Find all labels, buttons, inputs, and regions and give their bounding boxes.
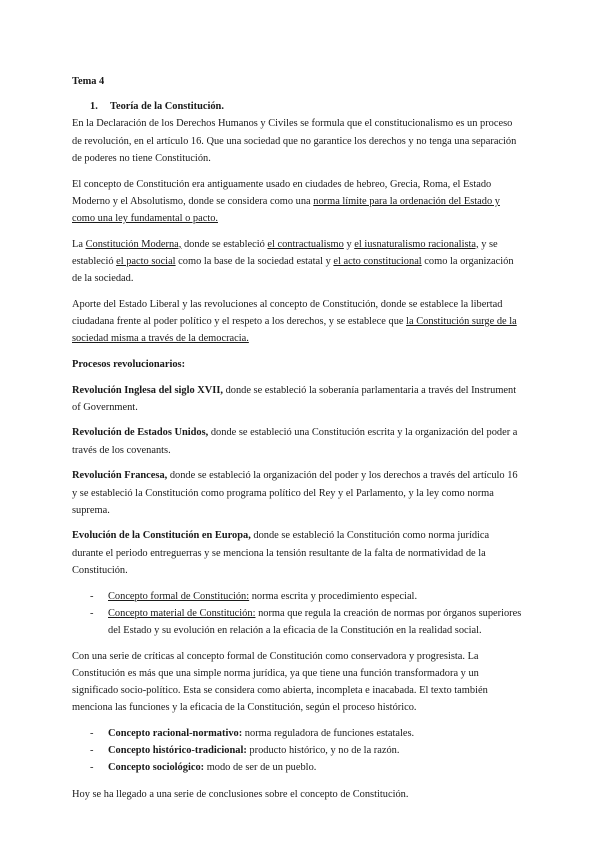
list-conceptos-tipos [72, 725, 522, 777]
list-item: - Concepto formal de Constitución: norma escrita y procedimiento especial. [72, 588, 522, 605]
list-item: - Concepto material de Constitución: norma que regula la creación de normas por órganos superiores del Estado y su evolución en relación a la eficacia de la Constitución en la realidad social. [72, 605, 522, 639]
underlined-norma-limite: norma límite para la ordenación del Estado y como una ley fundamental o pacto. [72, 195, 500, 224]
paragraph-revolucion-inglesa: Revolución Inglesa del siglo XVII, donde se estableció la soberanía parlamentaria a través del Instrument of Government. [72, 384, 517, 413]
paragraph-conclusiones: Hoy se ha llegado a una serie de conclusiones sobre el concepto de Constitución. [72, 788, 409, 800]
paragraph-concepto-antiguo: El concepto de Constitución era antiguamente usado en ciudades de hebreo, Grecia, Roma, el Estado Moderno y el Absolutismo, donde se considera como una norma límite para la ordenación del Estado y como una ley fundamental o pacto. [72, 178, 500, 224]
paragraph-criticas: Con una serie de críticas al concepto formal de Constitución como conservadora y progresista. La Constitución es más que una simple norma jurídica, ya que tiene una función transformadora y un significado socio-político. Esta se considera como abierta, incompleta e inacabada. El texto también menciona las funciones y la eficacia de la Constitución, según el proceso histórico. [72, 650, 488, 714]
list-item: - Concepto racional-normativo: norma reguladora de funciones estatales. [72, 725, 522, 742]
section-heading [72, 98, 522, 115]
paragraph-revolucion-francesa: Revolución Francesa, donde se estableció la organización del poder y los derechos a través del artículo 16 y se estableció la Constitución como programa político del Rey y el Parlamento, y la ley como norma suprema. [72, 470, 518, 516]
section-number: 1. [90, 101, 98, 113]
subheading-procesos: Procesos revolucionarios: [72, 358, 186, 370]
paragraph-constitucion-moderna: La Constitución Moderna, donde se estableció el contractualismo y el iusnaturalismo racionalista, y se estableció el pacto social como la base de la sociedad estatal y el acto constitucional como la organización de la sociedad. [72, 238, 514, 285]
document-title: Tema 4 [72, 76, 105, 87]
section-heading-text: Teoría de la Constitución. [110, 101, 224, 113]
paragraph-evolucion-europa: Evolución de la Constitución en Europa, donde se estableció la Constitución como norma jurídica durante el periodo entreguerras y se menciona la tensión resultante de la falta de normatividad de la Constitución. [72, 530, 490, 576]
list-item: - Concepto sociológico: modo de ser de un pueblo. [72, 759, 522, 776]
list-conceptos-constitucion [72, 588, 522, 640]
list-item: - Concepto histórico-tradicional: producto histórico, y no de la razón. [72, 742, 522, 759]
paragraph-declaracion: En la Declaración de los Derechos Humanos y Civiles se formula que el constitucionalismo es un proceso de revolución, en el artículo 16. Que una sociedad que no garantice los derechos y no tenga una separación de poderes no tiene Constitución. [72, 118, 517, 164]
paragraph-revolucion-eeuu: Revolución de Estados Unidos, donde se estableció una Constitución escrita y la organización del poder a través de los covenants. [72, 427, 518, 456]
paragraph-estado-liberal: Aporte del Estado Liberal y las revoluciones al concepto de Constitución, donde se establece la libertad ciudadana frente al poder político y el respeto a los derechos, y se establece que la Constitución surge de la sociedad misma a través de la democracia. [72, 298, 517, 345]
